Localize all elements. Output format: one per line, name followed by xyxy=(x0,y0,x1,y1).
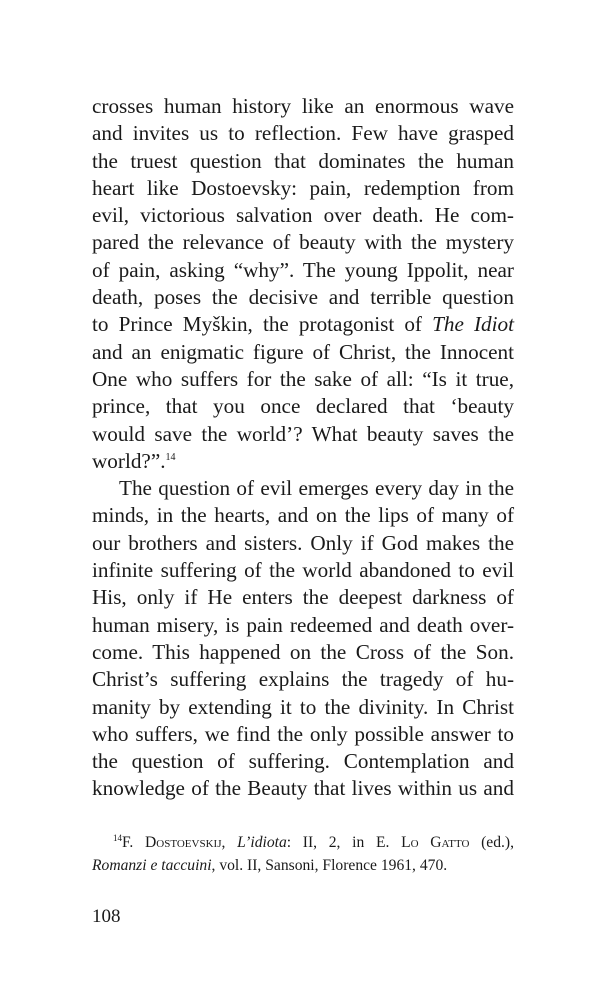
footnote xyxy=(92,832,514,877)
footnote-text: : II, 2, in E. xyxy=(286,834,402,851)
text-line: of pain, asking “why”. The young Ippolit, near xyxy=(92,257,514,282)
text-line: crosses human history like an enormous wave xyxy=(92,94,514,118)
text-line: Christ’s suffering explains the tragedy of hu- xyxy=(92,667,514,692)
text-line: who suffers, we find the only possible answer to xyxy=(92,721,514,746)
footnote-text: (ed.), xyxy=(469,834,514,851)
text-line: would save the world’? What beauty saves the xyxy=(92,421,514,446)
text-line: prince, that you once declared that ‘beauty xyxy=(92,394,514,419)
footnote-author-name: Dostoevskij xyxy=(145,834,222,851)
text-line: His, only if He enters the deepest darkness of xyxy=(92,585,514,610)
text-line: evil, victorious salvation over death. He com- xyxy=(92,203,514,228)
text-segment: to Prince Myškin, the protagonist of xyxy=(92,312,433,337)
text-line: and invites us to reflection. Few have grasped xyxy=(92,121,514,146)
footnote-work-title: L’idiota xyxy=(237,834,287,851)
text-segment: world?”. xyxy=(92,448,166,473)
book-title-italic: The Idiot xyxy=(432,312,514,337)
footnote-collection-title: Romanzi e taccuini xyxy=(92,856,212,874)
text-line: manity by extending it to the divinity. In Christ xyxy=(92,694,514,719)
paragraph-2 xyxy=(92,475,514,803)
footnote-line xyxy=(92,855,514,878)
text-line: the truest question that dominates the human xyxy=(92,148,514,173)
text-line: One who suffers for the sake of all: “Is it true, xyxy=(92,366,514,391)
footnote-publication: , vol. II, Sansoni, Florence 1961, 470. xyxy=(211,856,448,874)
body-text xyxy=(92,93,514,803)
text-line: knowledge of the Beauty that lives within us and xyxy=(92,776,514,801)
text-line: infinite suffering of the world abandoned to evil xyxy=(92,558,514,583)
text-line: death, poses the decisive and terrible question xyxy=(92,285,514,310)
text-line: our brothers and sisters. Only if God makes the xyxy=(92,530,514,555)
footnote-separator: , xyxy=(221,834,238,851)
page-number: 108 xyxy=(92,906,121,927)
text-line: human misery, is pain redeemed and death over- xyxy=(92,612,514,637)
text-line: minds, in the hearts, and on the lips of many of xyxy=(92,503,514,528)
text-line: pared the relevance of beauty with the mystery xyxy=(92,230,514,255)
footnote-line xyxy=(92,832,514,855)
footnote-editor-name: Lo Gatto xyxy=(401,834,470,851)
text-line: the question of suffering. Contemplation and xyxy=(92,749,514,774)
text-line: and an enigmatic figure of Christ, the Innocent xyxy=(92,339,514,364)
footnote-author-initial: F. xyxy=(122,834,146,851)
text-line xyxy=(92,311,514,338)
text-line xyxy=(92,448,514,475)
paragraph-1 xyxy=(92,93,514,475)
footnote-number: 14 xyxy=(113,832,122,843)
text-line: come. This happened on the Cross of the Son. xyxy=(92,639,514,664)
text-line: The question of evil emerges every day in the xyxy=(119,476,514,501)
footnote-reference[interactable]: 14 xyxy=(165,451,176,463)
text-line: heart like Dostoevsky: pain, redemption from xyxy=(92,175,514,200)
